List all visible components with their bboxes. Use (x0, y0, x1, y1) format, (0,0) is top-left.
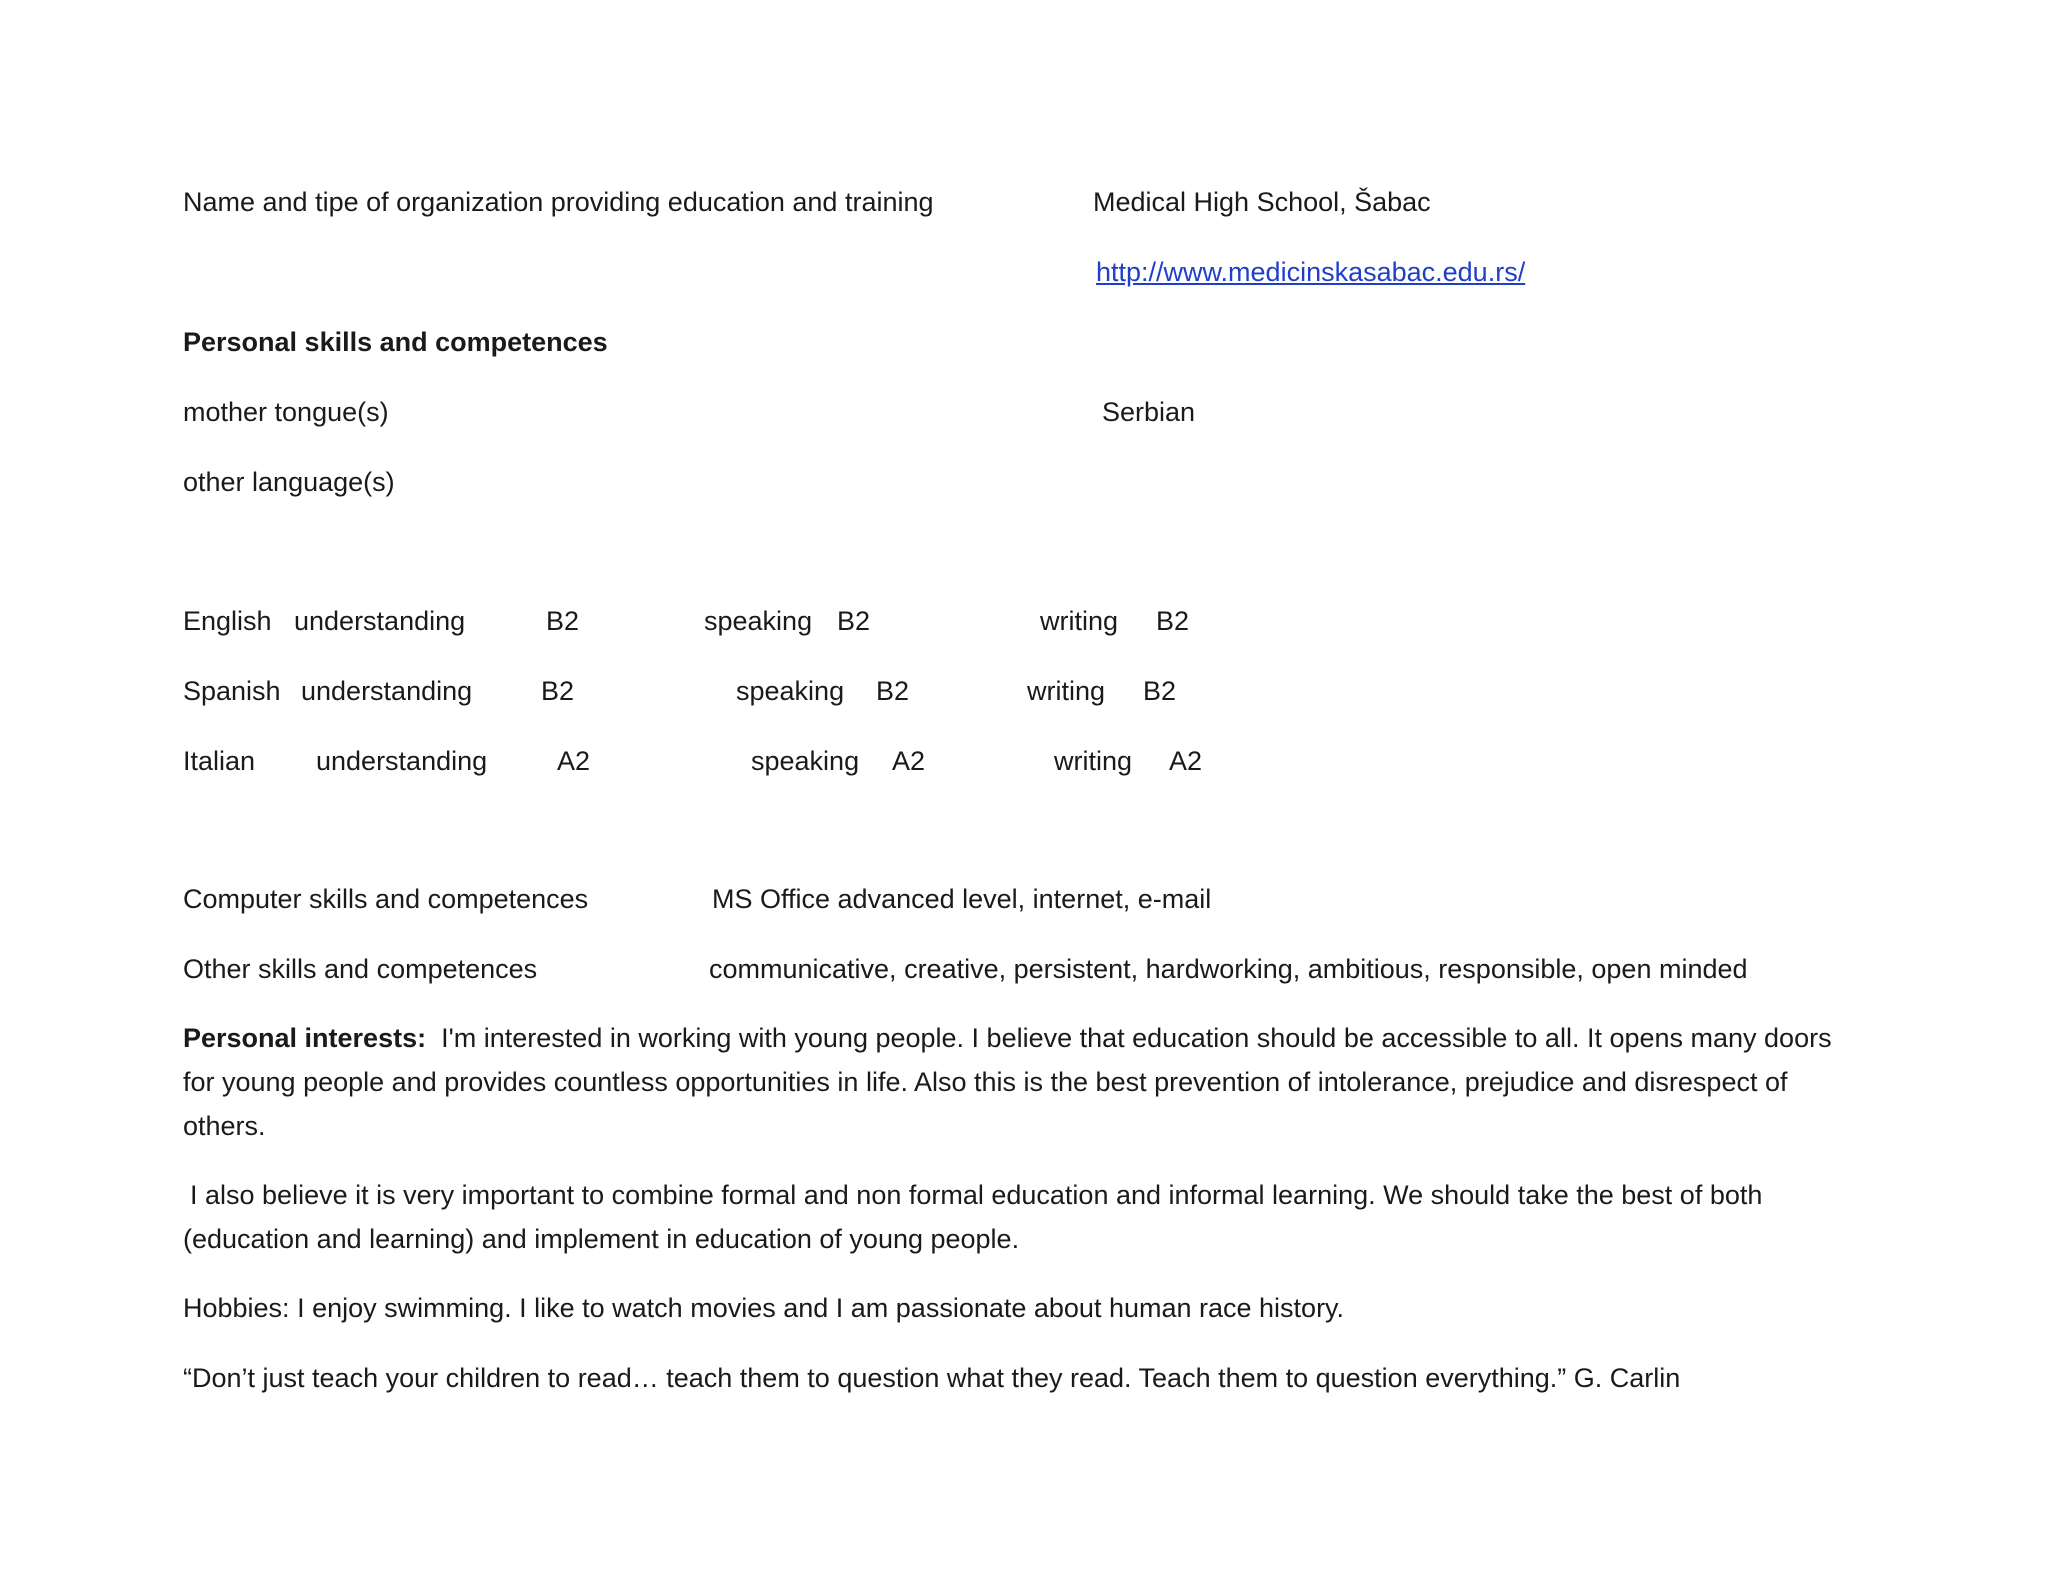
understanding-label: understanding (294, 606, 466, 636)
language-name: English (183, 606, 272, 636)
understanding-label: understanding (301, 676, 473, 706)
personal-skills-heading: Personal skills and competences (183, 327, 608, 357)
understanding-level: B2 (541, 676, 575, 706)
education-belief-paragraph: I also believe it is very important to combine formal and non formal education and informal learning. We should take the best of both (education and learning) and implement in education of young people. (183, 1180, 1763, 1254)
mother-tongue-value: Serbian (1102, 397, 1196, 427)
language-name: Spanish (183, 676, 281, 706)
language-name: Italian (183, 746, 256, 776)
writing-label: writing (1027, 676, 1106, 706)
speaking-label: speaking (751, 746, 860, 776)
quote-paragraph: “Don’t just teach your children to read… teach them to question what they read. Teach them to question everything.” G. Carlin (183, 1363, 1681, 1393)
understanding-level: B2 (546, 606, 580, 636)
writing-label: writing (1040, 606, 1119, 636)
hobbies-paragraph: Hobbies: I enjoy swimming. I like to watch movies and I am passionate about human race history. (183, 1293, 1345, 1323)
computer-skills-label: Computer skills and competences (183, 884, 589, 914)
org-value: Medical High School, Šabac (1093, 187, 1431, 217)
speaking-label: speaking (704, 606, 813, 636)
speaking-label: speaking (736, 676, 845, 706)
org-url-link[interactable]: http://www.medicinskasabac.edu.rs/ (1096, 257, 1526, 287)
speaking-level: A2 (892, 746, 926, 776)
writing-level: B2 (1143, 676, 1177, 706)
writing-label: writing (1054, 746, 1133, 776)
other-skills-value: communicative, creative, persistent, hardworking, ambitious, responsible, open minded (709, 954, 1748, 984)
computer-skills-value: MS Office advanced level, internet, e-mail (712, 884, 1212, 914)
personal-interests-paragraph (183, 1016, 1863, 1148)
understanding-level: A2 (557, 746, 591, 776)
personal-interests-label: Personal interests: (183, 1023, 427, 1053)
personal-interests-text: I'm interested in working with young people. I believe that education should be accessible to all. It opens many doors for young people and provides countless opportunities in life. Also this is the best prevention of intolerance, prejudice and disrespect of others. (183, 1023, 1832, 1141)
speaking-level: B2 (837, 606, 871, 636)
mother-tongue-label: mother tongue(s) (183, 397, 389, 427)
speaking-level: B2 (876, 676, 910, 706)
understanding-label: understanding (316, 746, 488, 776)
writing-level: A2 (1169, 746, 1203, 776)
org-label: Name and tipe of organization providing education and training (183, 187, 934, 217)
other-skills-label: Other skills and competences (183, 954, 538, 984)
writing-level: B2 (1156, 606, 1190, 636)
other-languages-label: other language(s) (183, 467, 395, 497)
